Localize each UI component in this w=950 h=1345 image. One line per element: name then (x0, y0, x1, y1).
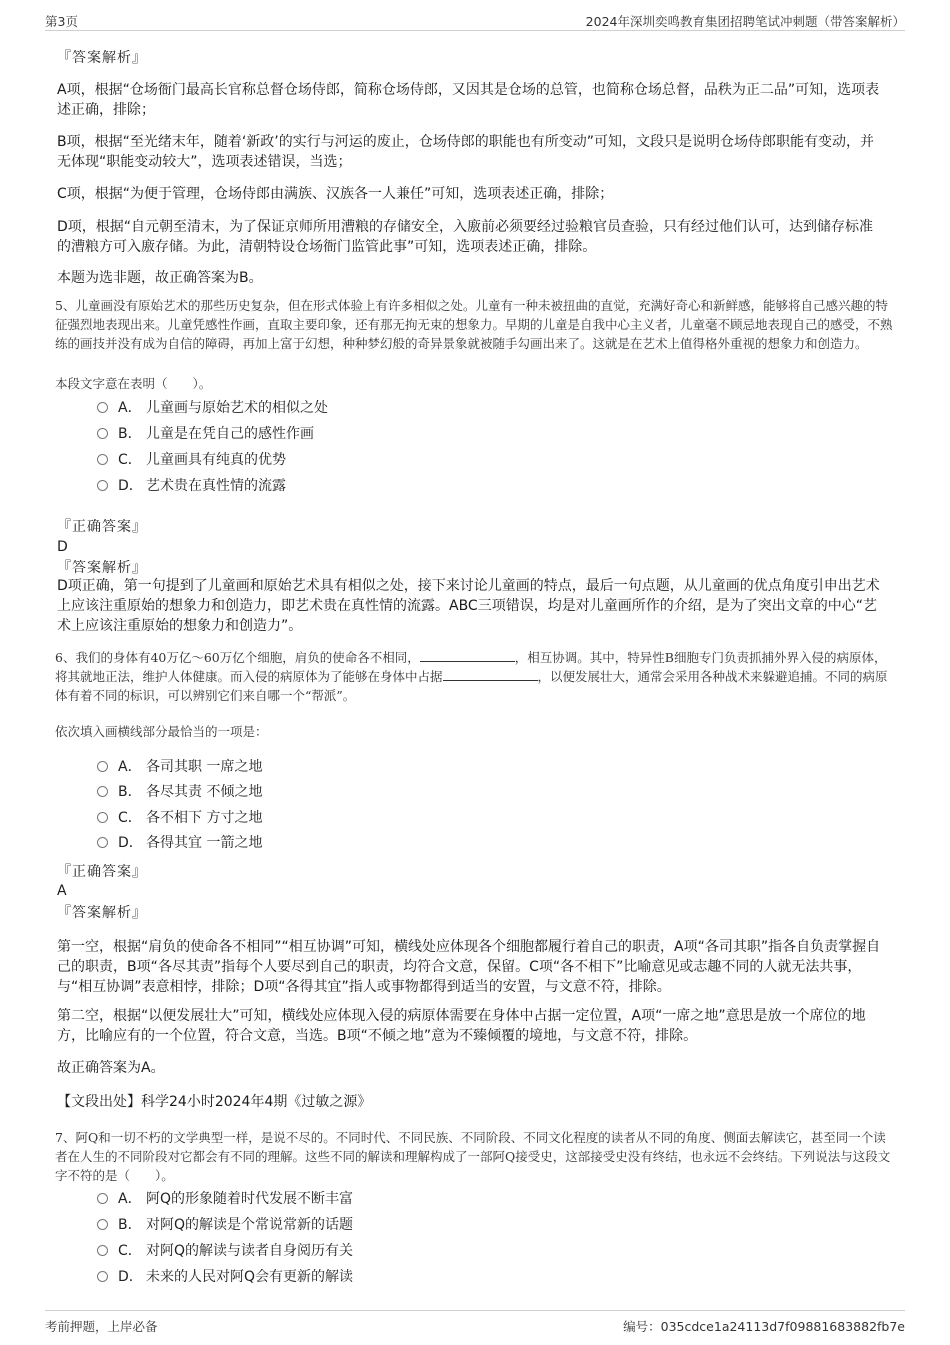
q5-option-d[interactable] (97, 476, 286, 496)
q6-stem (55, 648, 898, 705)
radio-icon[interactable] (97, 454, 108, 465)
radio-icon[interactable] (97, 1245, 108, 1256)
option-letter: A． (118, 759, 142, 775)
q6-stem-part-3: ，以便发展壮大，通常会采用各种战术来躲避追捕。不同的病原体有着不同的标识，可以辨别它们来自哪一个“帮派”。 (55, 669, 888, 703)
option-text: 未来的人民对阿Q会有更新的解读 (146, 1269, 354, 1285)
radio-icon[interactable] (97, 402, 108, 413)
q4-analysis-d: D项，根据“自元朝至清末，为了保证京师所用漕粮的存储安全，入廒前必须要经过验粮官员查验，只有经过他们认可，达到储存标准的漕粮方可入廒存储。为此，清朝特设仓场衙门监管此事”可知，选项表述正确，排除。 (57, 219, 874, 255)
q6-question: 依次填入画横线部分最恰当的一项是： (55, 724, 268, 739)
q6-option-a[interactable] (97, 757, 262, 777)
option-text: 阿Q的形象随着时代发展不断丰富 (146, 1191, 354, 1207)
q7-option-b[interactable] (97, 1215, 353, 1235)
radio-icon[interactable] (97, 812, 108, 823)
q4-analysis-a: A项，根据“仓场衙门最高长官称总督仓场侍郎，简称仓场侍郎，又因其是仓场的总管，也简称仓场总督，品秩为正二品”可知，选项表述正确，排除； (57, 82, 880, 118)
radio-icon[interactable] (97, 786, 108, 797)
option-text: 各得其宜 一箭之地 (146, 835, 263, 851)
option-letter: D． (118, 478, 143, 494)
option-text: 对阿Q的解读是个常说常新的话题 (146, 1217, 354, 1233)
page-footer (45, 1310, 905, 1335)
option-letter: C． (118, 1243, 142, 1259)
q6-source: 【文段出处】科学24小时2024年4期《过敏之源》 (57, 1094, 372, 1110)
radio-icon[interactable] (97, 1193, 108, 1204)
fill-blank-1[interactable] (420, 649, 515, 662)
q5-option-a[interactable] (97, 398, 328, 418)
option-text: 艺术贵在真性情的流露 (146, 478, 286, 494)
option-text: 各不相下 方寸之地 (146, 810, 263, 826)
option-letter: D． (118, 835, 143, 851)
option-letter: D． (118, 1269, 143, 1285)
q6-analysis-1: 第一空，根据“肩负的使命各不相同”“相互协调”可知，横线处应体现各个细胞都履行着自己的职责，A项“各司其职”指各自负责掌握自己的职责，B项“各尽其责”指每个人要尽到自己的职责，均符合文意，保留。C项“各不相下”比喻意见或志趣不同的人就无法共事，与“相互协调”表意相悖，排除；D项“各得其宜”指人或事物都得到适当的安置，与文意不符，排除。 (57, 939, 881, 995)
q6-stem-part-2: ，相互协调。其中，特异性B细胞专门负责抓捕外界入侵的病原体，将其就地正法，维护人体健康。而入侵的病原体为了能够在身体中占据 (55, 650, 887, 684)
q5-question: 本段文字意在表明（ ）。 (55, 376, 212, 391)
q7-stem: 7、阿Q和一切不朽的文学典型一样，是说不尽的。不同时代、不同民族、不同阶段、不同文化程度的读者从不同的角度、侧面去解读它，甚至同一个读者在人生的不同阶段对它都会有不同的理解。这些不同的解读和理解构成了一部阿Q接受史，这部接受史没有终结，也永远不会终结。下列说法与这段文字不符的是（ ）。 (55, 1130, 891, 1183)
radio-icon[interactable] (97, 761, 108, 772)
option-letter: C． (118, 810, 142, 826)
radio-icon[interactable] (97, 837, 108, 848)
q6-stem-part-1: 6、我们的身体有40万亿～60万亿个细胞，肩负的使命各不相同， (55, 650, 420, 665)
q5-answer-label: 『正确答案』 (57, 519, 147, 535)
q4-analysis-c: C项，根据“为便于管理，仓场侍郎由满族、汉族各一人兼任”可知，选项表述正确，排除； (57, 186, 614, 202)
q6-option-b[interactable] (97, 782, 262, 802)
option-letter: C． (118, 452, 142, 468)
q4-conclusion: 本题为选非题，故正确答案为B。 (57, 270, 263, 286)
option-letter: B． (118, 426, 142, 442)
q7-option-d[interactable] (97, 1267, 353, 1287)
option-letter: A． (118, 1191, 142, 1207)
radio-icon[interactable] (97, 1271, 108, 1282)
q7-option-a[interactable] (97, 1189, 353, 1209)
q6-option-d[interactable] (97, 833, 262, 853)
radio-icon[interactable] (97, 428, 108, 439)
q5-option-c[interactable] (97, 450, 286, 470)
option-text: 儿童画与原始艺术的相似之处 (146, 400, 328, 416)
footer-slogan: 考前押题，上岸必备 (45, 1319, 158, 1334)
option-text: 儿童画具有纯真的优势 (146, 452, 286, 468)
option-text: 对阿Q的解读与读者自身阅历有关 (146, 1243, 354, 1259)
q5-analysis: D项正确，第一句提到了儿童画和原始艺术具有相似之处，接下来讨论儿童画的特点，最后一句点题，从儿童画的优点角度引申出艺术上应该注重原始的想象力和创造力，即艺术贵在真性情的流露。ABC三项错误，均是对儿童画所作的介绍，是为了突出文章的中心“艺术上应该注重原始的想象力和创造力”。 (57, 578, 880, 634)
q4-analysis-label: 『答案解析』 (57, 50, 147, 66)
radio-icon[interactable] (97, 1219, 108, 1230)
q6-analysis-label: 『答案解析』 (57, 905, 147, 921)
option-letter: A． (118, 400, 142, 416)
q7-option-c[interactable] (97, 1241, 353, 1261)
q4-analysis-b: B项，根据“至光绪末年，随着‘新政’的实行与河运的废止，仓场侍郎的职能也有所变动”可知，文段只是说明仓场侍郎职能有变动，并无体现“职能变动较大”，选项表述错误，当选； (57, 134, 875, 170)
q6-conclusion: 故正确答案为A。 (57, 1060, 165, 1076)
fill-blank-2[interactable] (443, 668, 538, 681)
q6-answer-label: 『正确答案』 (57, 864, 147, 880)
page-number: 第3页 (45, 14, 78, 29)
radio-icon[interactable] (97, 480, 108, 491)
option-letter: B． (118, 1217, 142, 1233)
q5-option-b[interactable] (97, 424, 314, 444)
q5-analysis-label: 『答案解析』 (57, 560, 147, 576)
q6-analysis-2: 第二空，根据“以便发展壮大”可知，横线处应体现入侵的病原体需要在身体中占据一定位置，A项“一席之地”意思是放一个席位的地方，比喻应有的一个位置，符合文意，当选。B项“不倾之地”意为不臻倾覆的境地，与文意不符，排除。 (57, 1008, 866, 1044)
page-header (45, 10, 905, 31)
option-letter: B． (118, 784, 142, 800)
option-text: 各司其职 一席之地 (146, 759, 263, 775)
q5-stem: 5、儿童画没有原始艺术的那些历史复杂，但在形式体验上有许多相似之处。儿童有一种未被扭曲的直觉，充满好奇心和新鲜感，能够将自己感兴趣的特征强烈地表现出来。儿童凭感性作画，直取主要印象，还有那无拘无束的想象力。早期的儿童是自我中心主义者，儿童毫不顾忌地表现自己的感受，不熟练的画技并没有成为自信的障碍，再加上富于幻想，种种梦幻般的奇异景象就被随手勾画出来了。这就是在艺术上值得格外重视的想象力和创造力。 (55, 298, 893, 351)
q6-option-c[interactable] (97, 808, 262, 828)
document-title: 2024年深圳奕鸣教育集团招聘笔试冲刺题（带答案解析） (585, 14, 905, 29)
document-id: 编号：035cdce1a24113d7f09881683882fb7e (623, 1319, 905, 1334)
q5-answer: D (57, 539, 68, 555)
q6-answer: A (57, 883, 67, 899)
option-text: 儿童是在凭自己的感性作画 (146, 426, 314, 442)
option-text: 各尽其责 不倾之地 (146, 784, 263, 800)
